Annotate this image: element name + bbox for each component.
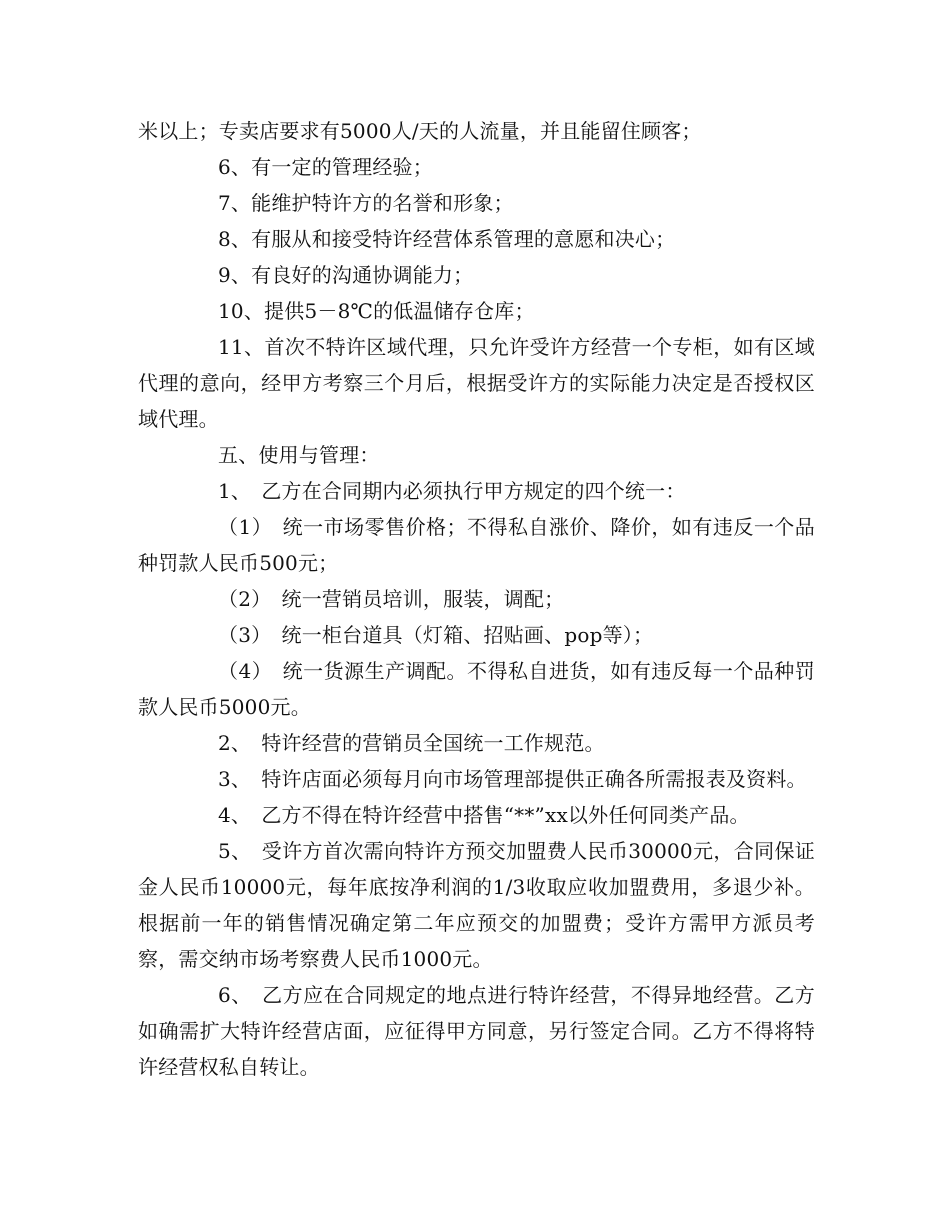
unification-item-2: （2） 统一营销员培训，服装，调配； (218, 587, 565, 611)
management-item-3: 3、 特许店面必须每月向市场管理部提供正确各所需报表及资料。 (218, 767, 807, 791)
document-page (138, 113, 815, 1085)
requirement-item-11: 11、首次不特许区域代理，只允许受许方经营一个专柜，如有区域代理的意向，经甲方考察三个月后，根据受许方的实际能力决定是否授权区域代理。 (138, 335, 815, 431)
management-item-6: 6、 乙方应在合同规定的地点进行特许经营，不得异地经营。乙方如确需扩大特许经营店面，应征得甲方同意，另行签定合同。乙方不得将特许经营权私自转让。 (138, 983, 815, 1079)
unification-item-4: （4） 统一货源生产调配。不得私自进货，如有违反每一个品种罚款人民币5000元。 (138, 659, 815, 719)
requirement-item-7: 7、能维护特许方的名誉和形象； (218, 191, 514, 215)
requirement-item-10: 10、提供5－8℃的低温储存仓库； (218, 299, 535, 323)
paragraph-continuation: 米以上；专卖店要求有5000人/天的人流量，并且能留住顾客； (138, 119, 702, 143)
management-item-1: 1、 乙方在合同期内必须执行甲方规定的四个统一： (218, 479, 686, 503)
management-item-2: 2、 特许经营的营销员全国统一工作规范。 (218, 731, 605, 755)
section-heading-usage-management: 五、使用与管理： (218, 443, 380, 467)
requirement-item-6: 6、有一定的管理经验； (218, 155, 433, 179)
management-item-5: 5、 受许方首次需向特许方预交加盟费人民币30000元，合同保证金人民币10000元，每年底按净利润的1/3收取应收加盟费用，多退少补。根据前一年的销售情况确定第二年应预交的加盟费；受许方需甲方派员考察，需交纳市场考察费人民币1000元。 (138, 839, 815, 971)
unification-item-3: （3） 统一柜台道具（灯箱、招贴画、pop等）； (218, 623, 654, 647)
requirement-item-8: 8、有服从和接受特许经营体系管理的意愿和决心； (218, 227, 676, 251)
management-item-4: 4、 乙方不得在特许经营中搭售“**”xx以外任何同类产品。 (218, 803, 750, 827)
unification-item-1: （1） 统一市场零售价格；不得私自涨价、降价，如有违反一个品种罚款人民币500元； (138, 515, 815, 575)
requirement-item-9: 9、有良好的沟通协调能力； (218, 263, 474, 287)
